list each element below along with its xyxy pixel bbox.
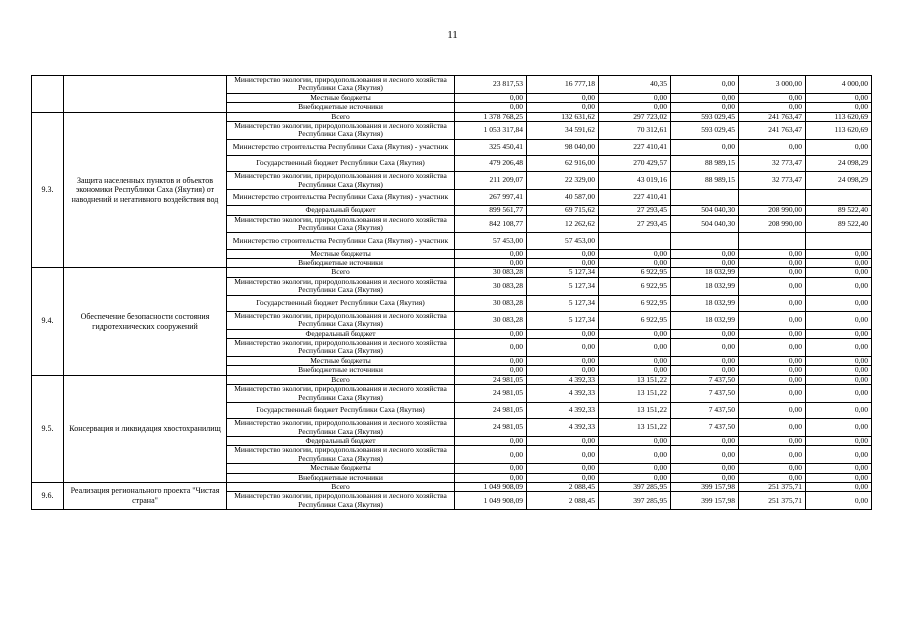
amount-cell: 0,00 <box>739 139 806 155</box>
amount-cell: 0,00 <box>527 329 599 338</box>
funding-source: Местные бюджеты <box>227 356 455 365</box>
funding-source: Всего <box>227 375 455 384</box>
amount-cell: 0,00 <box>806 139 872 155</box>
amount-cell: 0,00 <box>671 259 739 268</box>
amount-cell: 6 922,95 <box>599 268 671 277</box>
amount-cell: 0,00 <box>739 93 806 102</box>
amount-cell: 0,00 <box>599 473 671 482</box>
amount-cell: 0,00 <box>739 464 806 473</box>
amount-cell: 0,00 <box>806 419 872 437</box>
funding-source: Министерство экологии, природопользования и лесного хозяйства Республики Саха (Якутия) <box>227 172 455 190</box>
funding-source: Внебюджетные источники <box>227 366 455 375</box>
amount-cell: 0,00 <box>455 103 527 112</box>
amount-cell: 0,00 <box>671 139 739 155</box>
amount-cell <box>739 233 806 249</box>
amount-cell: 0,00 <box>739 356 806 365</box>
amount-cell: 397 285,95 <box>599 482 671 491</box>
item-code: 9.3. <box>32 112 64 268</box>
amount-cell: 0,00 <box>599 356 671 365</box>
amount-cell: 24 981,05 <box>455 385 527 403</box>
amount-cell: 32 773,47 <box>739 156 806 172</box>
amount-cell: 0,00 <box>739 268 806 277</box>
amount-cell: 0,00 <box>599 249 671 258</box>
table-row <box>32 112 872 121</box>
amount-cell: 0,00 <box>739 366 806 375</box>
funding-source: Министерство строительства Республики Саха (Якутия) - участник <box>227 233 455 249</box>
amount-cell: 593 029,45 <box>671 122 739 140</box>
amount-cell: 7 437,50 <box>671 375 739 384</box>
amount-cell: 0,00 <box>739 249 806 258</box>
amount-cell: 22 329,00 <box>527 172 599 190</box>
amount-cell: 0,00 <box>671 339 739 357</box>
amount-cell: 43 019,16 <box>599 172 671 190</box>
amount-cell: 0,00 <box>455 329 527 338</box>
amount-cell: 5 127,34 <box>527 295 599 311</box>
amount-cell: 0,00 <box>806 339 872 357</box>
funding-source: Внебюджетные источники <box>227 473 455 482</box>
item-name: Защита населенных пунктов и объектов экономики Республики Саха (Якутия) от наводнений и негативного воздействия вод <box>64 112 227 268</box>
amount-cell: 24 981,05 <box>455 402 527 418</box>
amount-cell: 0,00 <box>739 402 806 418</box>
funding-source: Министерство строительства Республики Саха (Якутия) - участник <box>227 190 455 206</box>
amount-cell: 24 981,05 <box>455 375 527 384</box>
amount-cell: 0,00 <box>739 259 806 268</box>
amount-cell: 57 453,00 <box>455 233 527 249</box>
table-body <box>32 76 872 510</box>
amount-cell: 0,00 <box>671 473 739 482</box>
amount-cell <box>599 233 671 249</box>
amount-cell: 0,00 <box>806 464 872 473</box>
budget-table <box>31 75 872 510</box>
funding-source: Министерство экологии, природопользования и лесного хозяйства Республики Саха (Якутия) <box>227 385 455 403</box>
item-code <box>32 76 64 113</box>
amount-cell: 2 088,45 <box>527 492 599 510</box>
table-row <box>32 76 872 94</box>
amount-cell: 30 083,28 <box>455 311 527 329</box>
item-code: 9.6. <box>32 482 64 509</box>
amount-cell: 0,00 <box>671 366 739 375</box>
amount-cell: 0,00 <box>739 375 806 384</box>
amount-cell: 0,00 <box>671 103 739 112</box>
amount-cell: 0,00 <box>599 339 671 357</box>
amount-cell: 0,00 <box>599 259 671 268</box>
amount-cell: 0,00 <box>671 436 739 445</box>
funding-source: Государственный бюджет Республики Саха (Якутия) <box>227 295 455 311</box>
amount-cell: 0,00 <box>806 259 872 268</box>
amount-cell: 297 723,02 <box>599 112 671 121</box>
item-name: Реализация регионального проекта "Чистая страна" <box>64 482 227 509</box>
amount-cell <box>806 233 872 249</box>
amount-cell: 0,00 <box>527 259 599 268</box>
amount-cell: 0,00 <box>527 436 599 445</box>
amount-cell <box>671 190 739 206</box>
amount-cell: 0,00 <box>455 446 527 464</box>
amount-cell: 0,00 <box>806 295 872 311</box>
amount-cell: 24 098,29 <box>806 156 872 172</box>
amount-cell: 0,00 <box>527 366 599 375</box>
funding-source: Всего <box>227 268 455 277</box>
amount-cell: 4 392,33 <box>527 385 599 403</box>
amount-cell: 0,00 <box>806 329 872 338</box>
amount-cell: 0,00 <box>455 436 527 445</box>
table-row <box>32 268 872 277</box>
amount-cell: 24 981,05 <box>455 419 527 437</box>
amount-cell: 0,00 <box>806 103 872 112</box>
amount-cell: 2 088,45 <box>527 482 599 491</box>
funding-source: Внебюджетные источники <box>227 259 455 268</box>
funding-source: Министерство строительства Республики Саха (Якутия) - участник <box>227 139 455 155</box>
item-name: Обеспечение безопасности состояния гидротехнических сооружений <box>64 268 227 375</box>
amount-cell: 0,00 <box>806 356 872 365</box>
amount-cell: 5 127,34 <box>527 268 599 277</box>
funding-source: Министерство экологии, природопользования и лесного хозяйства Республики Саха (Якутия) <box>227 311 455 329</box>
funding-source: Министерство экологии, природопользования и лесного хозяйства Республики Саха (Якутия) <box>227 215 455 233</box>
amount-cell: 0,00 <box>806 311 872 329</box>
amount-cell: 30 083,28 <box>455 268 527 277</box>
amount-cell: 98 040,00 <box>527 139 599 155</box>
amount-cell: 69 715,62 <box>527 206 599 215</box>
amount-cell: 0,00 <box>739 103 806 112</box>
amount-cell: 18 032,99 <box>671 311 739 329</box>
amount-cell: 16 777,18 <box>527 76 599 94</box>
amount-cell: 88 989,15 <box>671 156 739 172</box>
amount-cell: 7 437,50 <box>671 402 739 418</box>
amount-cell: 88 989,15 <box>671 172 739 190</box>
amount-cell: 57 453,00 <box>527 233 599 249</box>
amount-cell: 3 000,00 <box>739 76 806 94</box>
amount-cell: 0,00 <box>527 464 599 473</box>
amount-cell: 18 032,99 <box>671 295 739 311</box>
amount-cell: 18 032,99 <box>671 268 739 277</box>
amount-cell: 0,00 <box>739 436 806 445</box>
amount-cell: 0,00 <box>599 93 671 102</box>
amount-cell: 0,00 <box>599 446 671 464</box>
item-name: Консервация и ликвидация хвостохранилищ <box>64 375 227 482</box>
amount-cell: 4 392,33 <box>527 375 599 384</box>
amount-cell: 0,00 <box>806 473 872 482</box>
amount-cell: 0,00 <box>739 446 806 464</box>
funding-source: Государственный бюджет Республики Саха (Якутия) <box>227 402 455 418</box>
amount-cell: 18 032,99 <box>671 277 739 295</box>
amount-cell: 1 378 768,25 <box>455 112 527 121</box>
amount-cell: 270 429,57 <box>599 156 671 172</box>
amount-cell: 241 763,47 <box>739 122 806 140</box>
amount-cell: 267 997,41 <box>455 190 527 206</box>
amount-cell: 40 587,00 <box>527 190 599 206</box>
amount-cell: 13 151,22 <box>599 385 671 403</box>
amount-cell: 241 763,47 <box>739 112 806 121</box>
amount-cell: 0,00 <box>806 436 872 445</box>
amount-cell: 842 108,77 <box>455 215 527 233</box>
amount-cell: 34 591,62 <box>527 122 599 140</box>
amount-cell: 0,00 <box>806 482 872 491</box>
amount-cell: 227 410,41 <box>599 190 671 206</box>
amount-cell: 227 410,41 <box>599 139 671 155</box>
amount-cell: 0,00 <box>739 385 806 403</box>
amount-cell: 0,00 <box>527 103 599 112</box>
amount-cell: 211 209,07 <box>455 172 527 190</box>
amount-cell: 24 098,29 <box>806 172 872 190</box>
amount-cell: 0,00 <box>599 329 671 338</box>
amount-cell: 40,35 <box>599 76 671 94</box>
amount-cell: 0,00 <box>527 356 599 365</box>
funding-source: Министерство экологии, природопользования и лесного хозяйства Республики Саха (Якутия) <box>227 446 455 464</box>
amount-cell: 504 040,30 <box>671 215 739 233</box>
amount-cell: 504 040,30 <box>671 206 739 215</box>
amount-cell: 113 620,69 <box>806 122 872 140</box>
amount-cell: 0,00 <box>455 339 527 357</box>
amount-cell: 89 522,40 <box>806 215 872 233</box>
amount-cell: 399 157,98 <box>671 492 739 510</box>
amount-cell: 0,00 <box>527 93 599 102</box>
amount-cell: 1 049 908,09 <box>455 492 527 510</box>
funding-source: Местные бюджеты <box>227 464 455 473</box>
amount-cell: 7 437,50 <box>671 419 739 437</box>
amount-cell: 0,00 <box>527 446 599 464</box>
amount-cell: 899 561,77 <box>455 206 527 215</box>
amount-cell: 12 262,62 <box>527 215 599 233</box>
amount-cell: 6 922,95 <box>599 277 671 295</box>
amount-cell: 208 990,00 <box>739 206 806 215</box>
amount-cell: 30 083,28 <box>455 295 527 311</box>
amount-cell: 0,00 <box>806 385 872 403</box>
amount-cell: 0,00 <box>455 356 527 365</box>
amount-cell: 0,00 <box>806 268 872 277</box>
table-row <box>32 482 872 491</box>
funding-source: Министерство экологии, природопользования и лесного хозяйства Республики Саха (Якутия) <box>227 339 455 357</box>
page-number: 11 <box>447 29 458 41</box>
amount-cell: 0,00 <box>599 103 671 112</box>
amount-cell: 0,00 <box>671 464 739 473</box>
amount-cell: 13 151,22 <box>599 375 671 384</box>
item-code: 9.4. <box>32 268 64 375</box>
amount-cell: 0,00 <box>671 76 739 94</box>
amount-cell: 0,00 <box>599 366 671 375</box>
amount-cell: 27 293,45 <box>599 206 671 215</box>
amount-cell: 0,00 <box>455 464 527 473</box>
amount-cell: 0,00 <box>455 93 527 102</box>
funding-source: Внебюджетные источники <box>227 103 455 112</box>
item-name <box>64 76 227 113</box>
amount-cell: 0,00 <box>806 249 872 258</box>
funding-source: Всего <box>227 482 455 491</box>
amount-cell: 5 127,34 <box>527 311 599 329</box>
amount-cell: 32 773,47 <box>739 172 806 190</box>
amount-cell: 70 312,61 <box>599 122 671 140</box>
amount-cell: 399 157,98 <box>671 482 739 491</box>
amount-cell: 4 000,00 <box>806 76 872 94</box>
amount-cell: 23 817,53 <box>455 76 527 94</box>
amount-cell: 0,00 <box>671 356 739 365</box>
funding-source: Министерство экологии, природопользования и лесного хозяйства Республики Саха (Якутия) <box>227 419 455 437</box>
funding-source: Федеральный бюджет <box>227 206 455 215</box>
amount-cell <box>739 190 806 206</box>
item-code: 9.5. <box>32 375 64 482</box>
amount-cell: 0,00 <box>671 93 739 102</box>
amount-cell: 0,00 <box>806 402 872 418</box>
amount-cell: 325 450,41 <box>455 139 527 155</box>
funding-source: Министерство экологии, природопользования и лесного хозяйства Республики Саха (Якутия) <box>227 122 455 140</box>
amount-cell: 7 437,50 <box>671 385 739 403</box>
amount-cell: 0,00 <box>599 436 671 445</box>
amount-cell: 479 206,48 <box>455 156 527 172</box>
amount-cell: 0,00 <box>527 473 599 482</box>
amount-cell: 0,00 <box>806 375 872 384</box>
amount-cell: 89 522,40 <box>806 206 872 215</box>
amount-cell <box>671 233 739 249</box>
amount-cell: 0,00 <box>739 295 806 311</box>
funding-source: Федеральный бюджет <box>227 329 455 338</box>
amount-cell: 1 053 317,84 <box>455 122 527 140</box>
amount-cell: 397 285,95 <box>599 492 671 510</box>
funding-source: Федеральный бюджет <box>227 436 455 445</box>
amount-cell: 1 049 908,09 <box>455 482 527 491</box>
amount-cell: 30 083,28 <box>455 277 527 295</box>
table-row <box>32 375 872 384</box>
amount-cell: 0,00 <box>739 339 806 357</box>
amount-cell: 0,00 <box>739 277 806 295</box>
funding-source: Местные бюджеты <box>227 93 455 102</box>
amount-cell: 0,00 <box>806 93 872 102</box>
amount-cell: 13 151,22 <box>599 419 671 437</box>
amount-cell: 0,00 <box>739 419 806 437</box>
amount-cell: 0,00 <box>671 329 739 338</box>
funding-source: Государственный бюджет Республики Саха (Якутия) <box>227 156 455 172</box>
funding-source: Министерство экологии, природопользования и лесного хозяйства Республики Саха (Якутия) <box>227 492 455 510</box>
amount-cell: 4 392,33 <box>527 402 599 418</box>
funding-source: Местные бюджеты <box>227 249 455 258</box>
amount-cell: 0,00 <box>455 473 527 482</box>
amount-cell: 6 922,95 <box>599 311 671 329</box>
funding-source: Министерство экологии, природопользования и лесного хозяйства Республики Саха (Якутия) <box>227 76 455 94</box>
amount-cell: 0,00 <box>806 277 872 295</box>
amount-cell: 0,00 <box>455 249 527 258</box>
amount-cell: 0,00 <box>739 311 806 329</box>
amount-cell: 4 392,33 <box>527 419 599 437</box>
amount-cell: 0,00 <box>739 329 806 338</box>
amount-cell: 0,00 <box>599 464 671 473</box>
amount-cell: 0,00 <box>455 259 527 268</box>
amount-cell: 0,00 <box>671 249 739 258</box>
amount-cell: 5 127,34 <box>527 277 599 295</box>
amount-cell: 113 620,69 <box>806 112 872 121</box>
amount-cell: 27 293,45 <box>599 215 671 233</box>
amount-cell: 0,00 <box>527 339 599 357</box>
amount-cell: 132 631,62 <box>527 112 599 121</box>
amount-cell: 0,00 <box>671 446 739 464</box>
amount-cell <box>806 190 872 206</box>
funding-source: Министерство экологии, природопользования и лесного хозяйства Республики Саха (Якутия) <box>227 277 455 295</box>
amount-cell: 0,00 <box>455 366 527 375</box>
amount-cell: 62 916,00 <box>527 156 599 172</box>
amount-cell: 251 375,71 <box>739 482 806 491</box>
amount-cell: 0,00 <box>806 366 872 375</box>
amount-cell: 0,00 <box>806 446 872 464</box>
amount-cell: 251 375,71 <box>739 492 806 510</box>
amount-cell: 0,00 <box>527 249 599 258</box>
amount-cell: 6 922,95 <box>599 295 671 311</box>
amount-cell: 0,00 <box>806 492 872 510</box>
funding-source: Всего <box>227 112 455 121</box>
amount-cell: 593 029,45 <box>671 112 739 121</box>
amount-cell: 0,00 <box>739 473 806 482</box>
amount-cell: 208 990,00 <box>739 215 806 233</box>
amount-cell: 13 151,22 <box>599 402 671 418</box>
